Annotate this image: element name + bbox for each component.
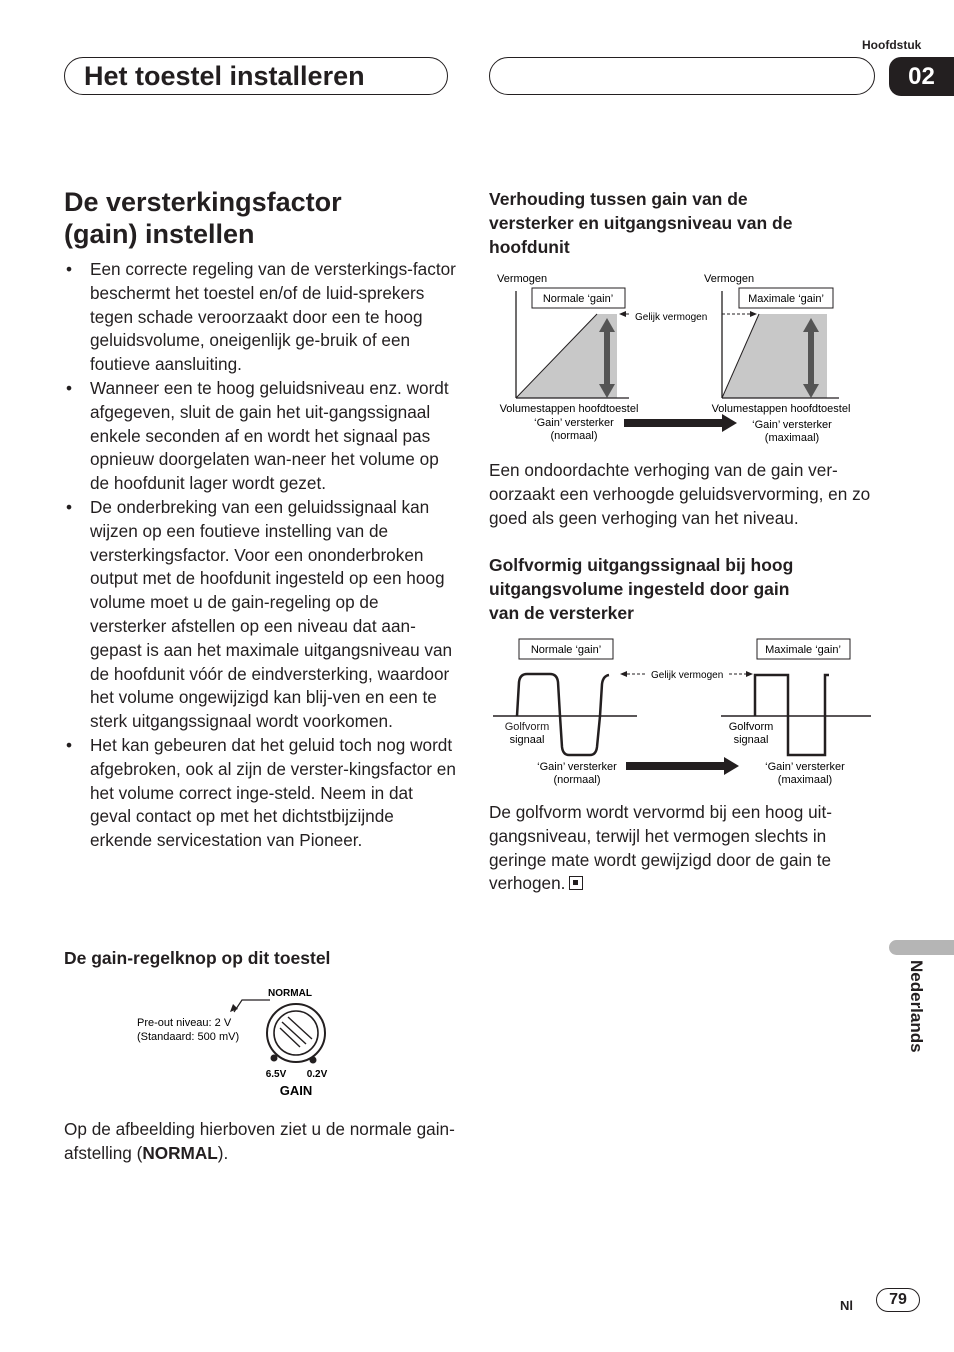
waveform-paragraph-text: De golfvorm wordt vervormd bij een hoog uit-gangsniveau, terwijl het vermogen slechts in geringe mate wordt gewijzigd door de gain te verhogen.: [489, 802, 832, 894]
bullet-item: • Een correcte regeling van de versterkings-factor beschermt het toestel en/of de luid-sprekers tegen schade veroorzaakt door een te hoog geluidsvolume, oneigenlijk ge-bruik of een foutieve aansluiting.: [64, 258, 456, 377]
section-title-line: De versterkingsfactor: [64, 187, 342, 217]
language-tab-label: Nederlands: [907, 960, 926, 1053]
bullet-item: • De onderbreking van een geluidssignaal kan wijzen op een foutieve instelling van de versterkingsfactor. Voor een ononderbroken output met de hoofdunit ingesteld op een hoog volume moet u de gain-regeling op de versterker afstellen op een niveau dat aan-gepast is aan het maximale uitgangsniveau van de hoofdunit vóór de eindversterking, waardoor het volume ongewijzigd kan blij-ven en een te sterk uitgangssignaal wordt voorkomen.: [64, 496, 456, 734]
right-x-axis-label: Volumestappen hoofdtoestel: [711, 403, 851, 415]
footer-language-code: Nl: [840, 1298, 853, 1313]
knob-pointer-arrowhead: [230, 1004, 238, 1012]
distortion-paragraph: Een ondoordachte verhoging van de gain ver-oorzaakt een verhoogde geluidsvervorming, en zo goed als geen verhoging van het niveau.: [489, 460, 871, 528]
right-y-axis-label: Vermogen: [704, 273, 755, 285]
right-waveform-label: Golfvorm: [728, 721, 774, 733]
chapter-title: Het toestel installeren: [84, 61, 365, 91]
knob-caption-end: ).: [217, 1142, 229, 1163]
bullet-list: [64, 258, 456, 853]
heading-line: Verhouding tussen gain van de: [489, 189, 748, 209]
heading-line: hoofdunit: [489, 237, 570, 257]
language-tab-marker: [889, 940, 954, 955]
normal-gain-label: Normale ‘gain’: [530, 644, 602, 656]
knob-min-dot: [271, 1055, 278, 1062]
amp-gain-normal-sublabel: (normaal): [553, 774, 601, 786]
equal-power-arrow-right: [746, 671, 753, 677]
max-gain-label: Maximale ‘gain’: [748, 293, 824, 305]
heading-line: uitgangsvolume ingesteld door gain: [489, 579, 790, 599]
equal-power-arrow-left: [619, 311, 626, 317]
amp-gain-normal-sublabel: (normaal): [550, 430, 598, 442]
knob-pointer-line: [234, 1000, 270, 1012]
gain-transition-arrow: [624, 419, 724, 427]
normal-gain-label: Normale ‘gain’: [542, 293, 614, 305]
equal-power-arrow-left: [620, 671, 627, 677]
knob-min-label: 6.5V: [265, 1069, 287, 1080]
amp-gain-normal-label: ‘Gain’ versterker: [537, 761, 617, 773]
bullet-item: • Wanneer een te hoog geluidsniveau enz. wordt afgegeven, sluit de gain het uit-gangssignaal enkele seconden af en wordt het signaal pas opnieuw doorgelaten wan-neer het volume op de hoofdunit lager wordt gezet.: [64, 377, 456, 496]
gain-level-heading: [489, 187, 889, 259]
equal-power-label: Gelijk vermogen: [651, 670, 724, 681]
section-title-line: (gain) instellen: [64, 219, 255, 249]
gain-knob-figure: [130, 982, 350, 1102]
amp-gain-normal-label: ‘Gain’ versterker: [534, 417, 614, 429]
gain-transition-arrowhead: [722, 414, 737, 432]
amp-gain-max-label: ‘Gain’ versterker: [752, 419, 832, 431]
amp-gain-max-label: ‘Gain’ versterker: [765, 761, 845, 773]
preout-default-label: (Standaard: 500 mV): [137, 1031, 240, 1043]
knob-caption-text: Op de afbeelding hierboven ziet u de normale gain-afstelling (: [64, 1119, 455, 1163]
left-waveform-sublabel: signaal: [509, 734, 545, 746]
waveform-paragraph: [489, 801, 881, 896]
gain-transition-arrow: [626, 762, 726, 770]
equal-power-arrow-right: [750, 311, 757, 317]
waveform-heading: [489, 553, 889, 625]
chapter-label: Hoofdstuk: [862, 38, 922, 52]
knob-caption: [64, 1118, 456, 1166]
gain-level-diagram: [489, 266, 879, 446]
max-gain-label: Maximale ‘gain’: [765, 644, 841, 656]
left-waveform-label: Golfvorm: [504, 721, 550, 733]
end-mark-icon: [569, 876, 583, 890]
header-empty-frame: [489, 57, 875, 95]
amp-gain-max-sublabel: (maximaal): [777, 774, 833, 786]
preout-label: Pre-out niveau: 2 V: [137, 1017, 232, 1029]
knob-dial: [274, 1011, 318, 1055]
knob-gain-label: GAIN: [279, 1083, 313, 1098]
gain-transition-arrowhead: [724, 757, 739, 775]
knob-normal-label: NORMAL: [268, 988, 312, 999]
chapter-number-badge: 02: [889, 57, 954, 96]
amp-gain-max-sublabel: (maximaal): [764, 432, 820, 444]
waveform-diagram: [489, 632, 879, 792]
left-y-axis-label: Vermogen: [497, 273, 548, 285]
gain-knob-heading: De gain-regelknop op dit toestel: [64, 948, 331, 968]
knob-caption-bold: NORMAL: [142, 1142, 218, 1163]
knob-max-label: 0.2V: [306, 1069, 328, 1080]
equal-power-label: Gelijk vermogen: [635, 312, 708, 323]
page-number: 79: [876, 1288, 920, 1312]
heading-line: versterker en uitgangsniveau van de: [489, 213, 793, 233]
knob-max-dot: [310, 1057, 317, 1064]
bullet-item: • Het kan gebeuren dat het geluid toch nog wordt afgebroken, ook al zijn de verster-kingsfactor en het volume correct inge-steld. Neem in dat geval contact op met het dichtstbijzijnde erkende servicestation van Pioneer.: [64, 734, 456, 853]
section-title: [64, 186, 464, 250]
heading-line: van de versterker: [489, 603, 634, 623]
left-x-axis-label: Volumestappen hoofdtoestel: [499, 403, 639, 415]
right-waveform-sublabel: signaal: [733, 734, 769, 746]
heading-line: Golfvormig uitgangssignaal bij hoog: [489, 555, 794, 575]
